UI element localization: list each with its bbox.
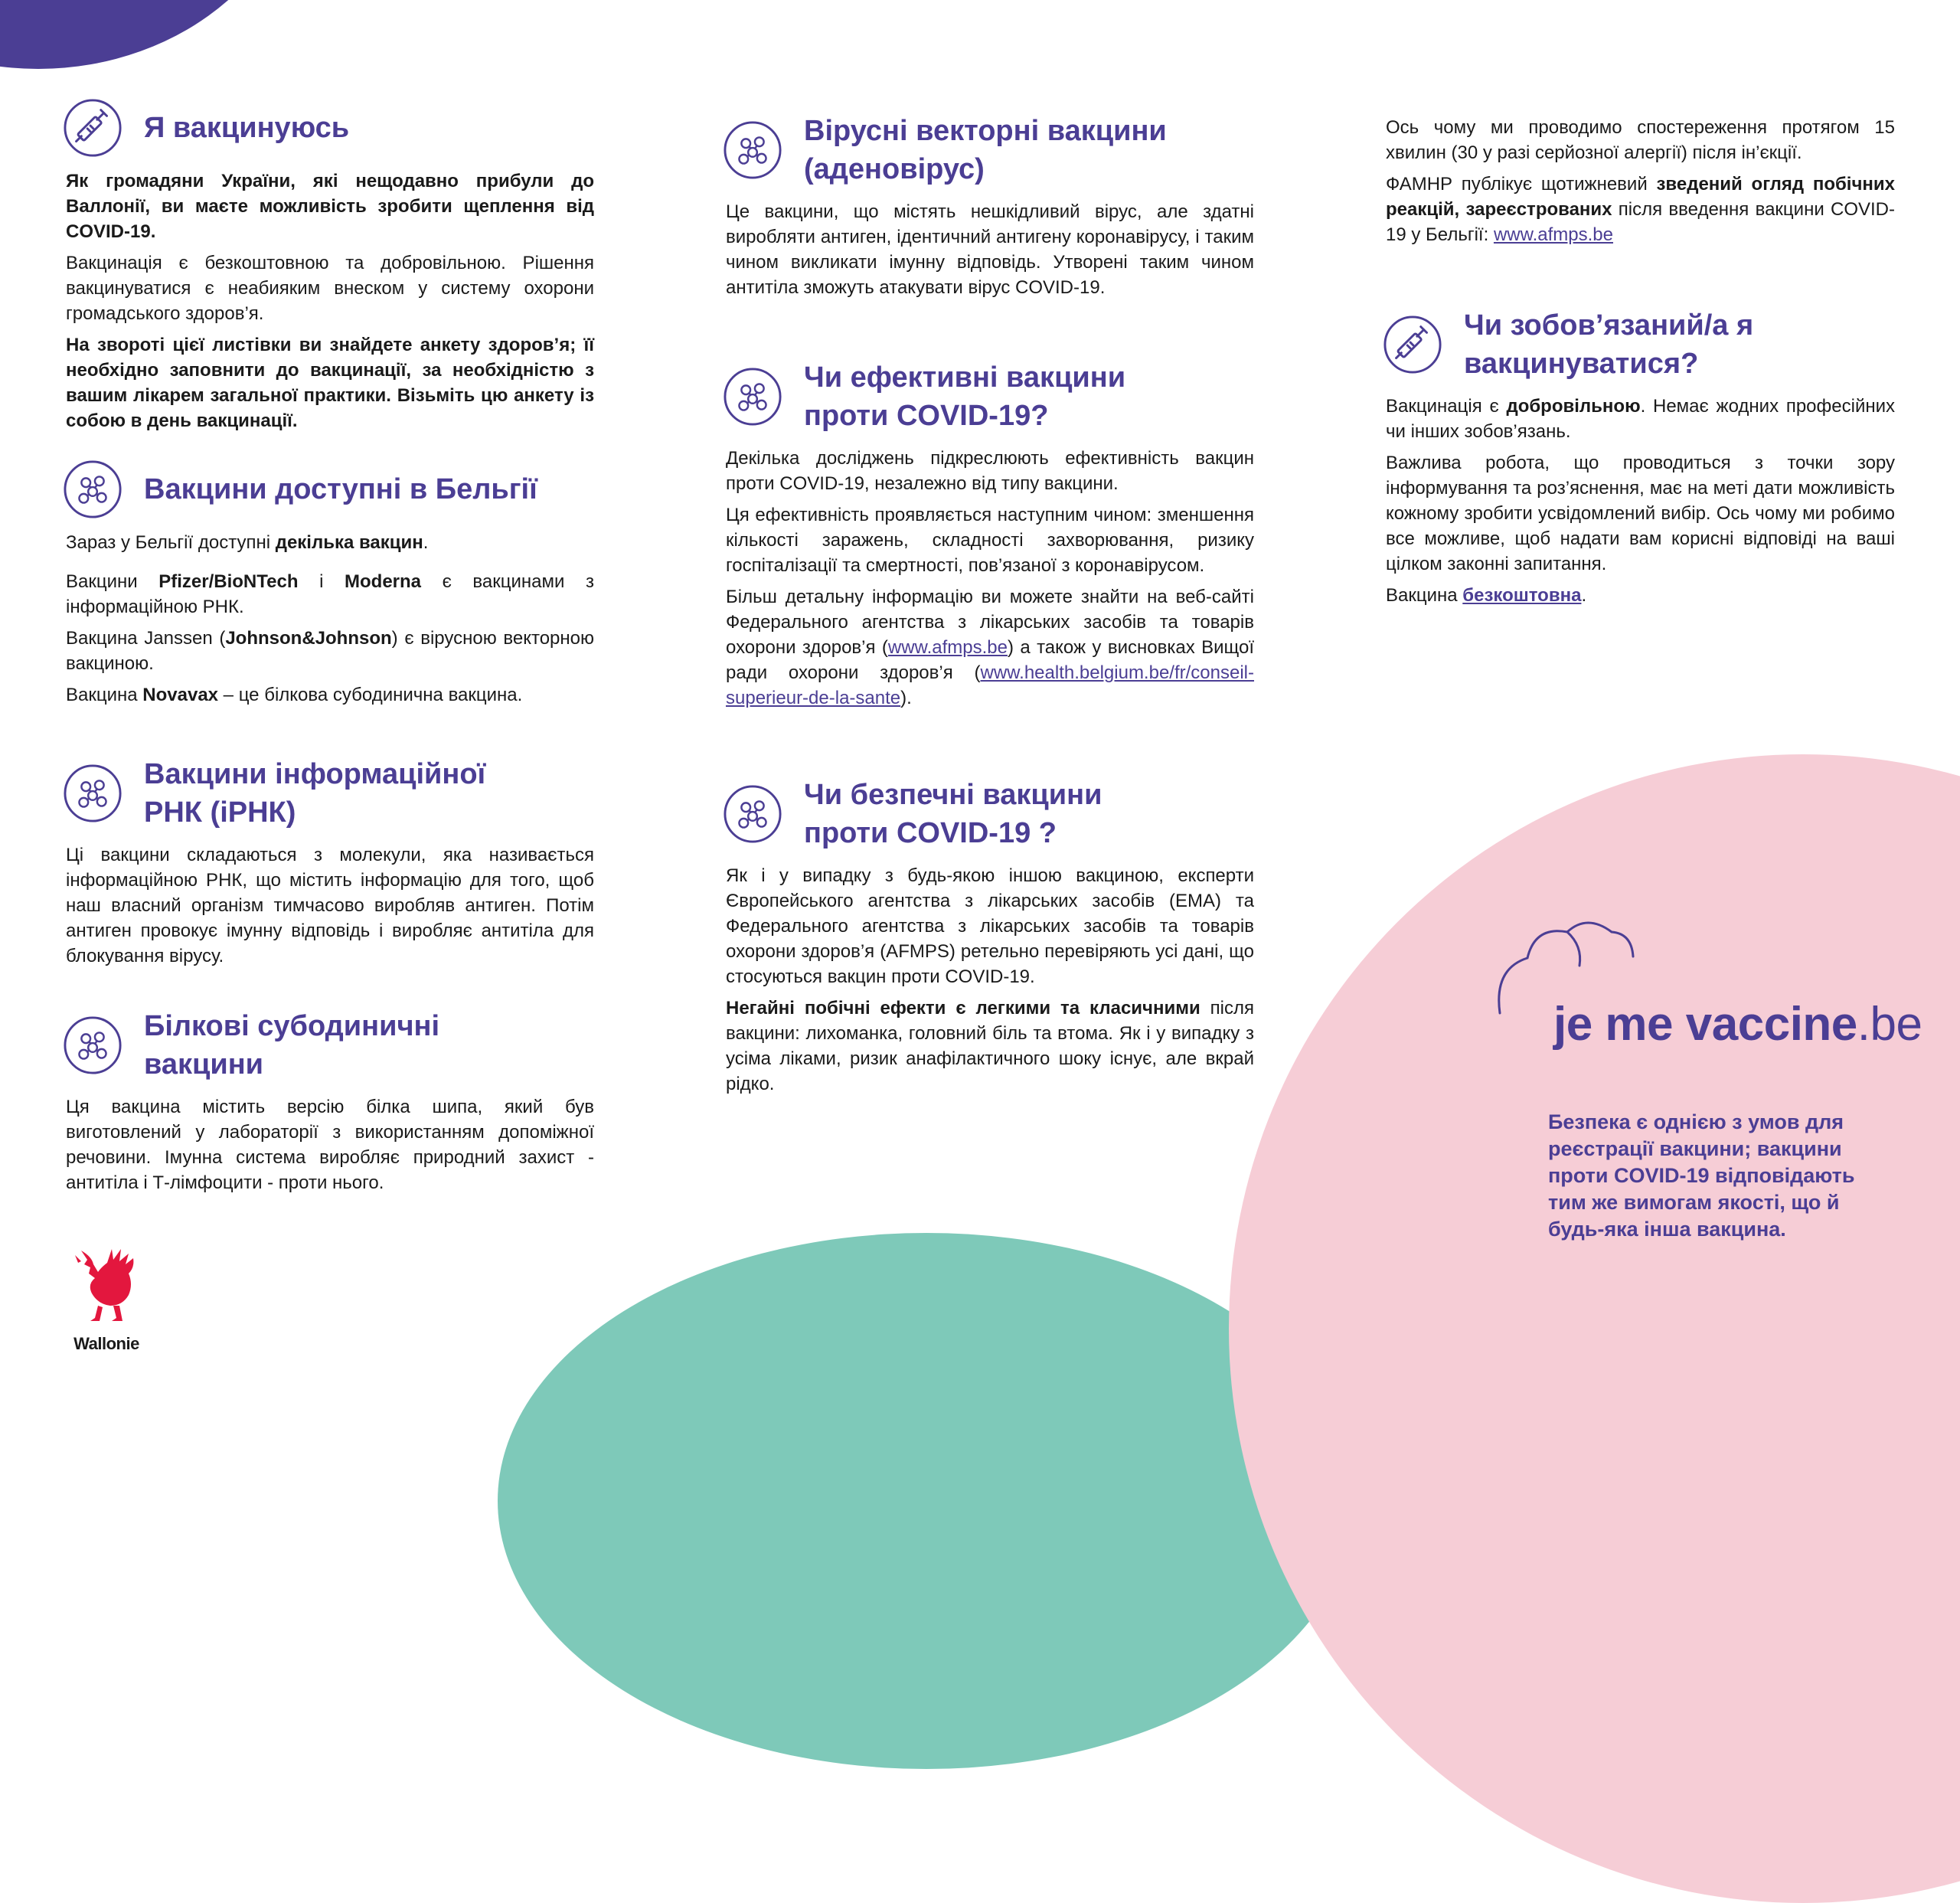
- paragraph: Вакцинація є добровільною. Немає жодних професійних чи інших зобов’язань.: [1386, 396, 1896, 442]
- paragraph: На звороті цієї листівки ви знайдете анкету здоров’я; її необхідно заповнити до вакцинації, за необхідністю з вашим лікарем загальної практики. Візьміть цю анкету із собою в день вакцинації.: [66, 335, 594, 431]
- health-council-link[interactable]: www.health.belgium.be/fr/conseil-superieur-de-la-sante: [726, 662, 1254, 708]
- section-obligation: [1386, 306, 1895, 614]
- section-header: [1386, 306, 1895, 383]
- virus-icon: [63, 459, 122, 519]
- paragraph: Ця вакцина містить версію білка шипа, який був виготовлений у лабораторії з використанням допоміжної речовини. Імунна система виробляє природний захист - антитіла і Т-лімфоцити - проти нього.: [66, 1097, 594, 1193]
- decorative-purple-circle: [0, 0, 306, 69]
- section-viral-vector: [726, 112, 1254, 306]
- section-title: Вакцини доступні в Бельгії: [144, 473, 537, 505]
- section-title: Чи зобов’язаний/а я вакцинуватися?: [1464, 309, 1754, 380]
- wallonie-label: Wallonie: [74, 1334, 139, 1353]
- logo-text: je me vaccine.be: [1553, 998, 1922, 1051]
- paragraph: Це вакцини, що містять нешкідливий вірус, але здатні виробляти антиген, ідентичний антигену коронавірусу, і таким чином викликати імунну відповідь. Утворені таким чином антитіла зможуть атакувати вірус COVID-19.: [726, 201, 1254, 298]
- paragraph: Як громадяни України, які нещодавно прибули до Валлонії, ви маєте можливість зробити щеплення від COVID-19.: [66, 171, 594, 242]
- free-vaccine-link[interactable]: безкоштовна: [1462, 585, 1582, 606]
- section-header: [726, 776, 1254, 852]
- section-title: Білкові субодиничні вакцини: [144, 1010, 440, 1081]
- section-title: Чи ефективні вакцини проти COVID-19?: [804, 361, 1126, 432]
- paragraph: Ось чому ми проводимо спостереження протягом 15 хвилин (30 у разі серйозної алергії) після ін’єкції.: [1386, 117, 1895, 163]
- paragraph: Негайні побічні ефекти є легкими та класичними після вакцини: лихоманка, головний біль та втома. Як і у випадку з усіма ліками, ризик анафілактичного шоку існує, але вкрай рідко.: [726, 998, 1255, 1094]
- section-header: [66, 98, 594, 158]
- paragraph: Як і у випадку з будь-якою іншою вакциною, експерти Європейського агентства з лікарських засобів (EMA) та Федерального агентства з лікарських засобів та товарів охорони здоров’я (AFMPS) ретельно перевіряють усі дані, що стосуються вакцин проти COVID-19.: [726, 865, 1254, 987]
- syringe-icon: [1383, 315, 1442, 374]
- section-effectiveness: [726, 358, 1254, 717]
- section-vaccinating: [66, 98, 594, 440]
- section-available-vaccines: [66, 459, 594, 714]
- afmps-link[interactable]: www.afmps.be: [1493, 224, 1613, 245]
- paragraph: Зараз у Бельгії доступні декілька вакцин.: [66, 532, 429, 553]
- section-header: [66, 459, 594, 519]
- section-header: [726, 112, 1254, 188]
- decorative-teal-circle: [498, 1233, 1355, 1769]
- rooster-icon: [64, 1244, 149, 1329]
- paragraph: Вакцина безкоштовна.: [1386, 585, 1587, 606]
- safety-note: Безпека є однією з умов для реєстрації вакцини; вакцини проти COVID-19 відповідають тим же вимогам якості, що й будь-яка інша вакцина.: [1548, 1110, 1855, 1241]
- paragraph: Ці вакцини складаються з молекули, яка називається інформаційною РНК, що містить інформацію для того, щоб наш власний організм тимчасово виробляв антиген. Потім антиген провокує імунну відповідь і виробляє антитіла для блокування вірусу.: [66, 845, 594, 966]
- virus-icon: [63, 763, 122, 823]
- section-header: [66, 1007, 594, 1084]
- virus-icon: [723, 367, 782, 427]
- section-mrna-vaccines: [66, 755, 594, 975]
- section-header: [726, 358, 1254, 435]
- section-title: Вірусні векторні вакцини (аденовірус): [804, 115, 1167, 185]
- virus-icon: [63, 1015, 122, 1075]
- paragraph: Вакцина Novavax – це білкова субодинична вакцина.: [66, 685, 523, 705]
- section-monitoring: [1386, 115, 1895, 253]
- paragraph: Вакцини Pfizer/BioNTech і Moderna є вакцинами з інформаційною РНК.: [66, 571, 594, 617]
- virus-icon: [723, 120, 782, 180]
- section-title: Вакцини інформаційної РНК (іРНК): [144, 758, 486, 829]
- section-title: Чи безпечні вакцини проти COVID-19 ?: [804, 779, 1102, 849]
- paragraph: Більш детальну інформацію ви можете знайти на веб-сайті Федерального агентства з лікарських засобів та товарів охорони здоров’я (www.afmps.be) а також у висновках Вищої ради охорони здоров’я (www.health.belgium.be/fr/conseil-superieur-de-la-sante).: [726, 587, 1254, 708]
- paragraph: Важлива робота, що проводиться з точки зору інформування та роз’яснення, має на меті дати можливість кожному зробити усвідомлений вибір. Ось чому ми робимо все можливе, щоб надати вам корисні відповіді на ваші цілком законні запитання.: [1386, 453, 1895, 574]
- syringe-icon: [63, 98, 122, 158]
- section-protein-vaccines: [66, 1007, 594, 1202]
- wallonie-logo: [64, 1244, 149, 1359]
- je-me-vaccine-logo: [1497, 915, 1922, 1061]
- paragraph: ФАМНР публікує щотижневий зведений огляд побічних реакцій, зареєстрованих після введення вакцини COVID-19 у Бельгії: www.afmps.be: [1386, 174, 1896, 245]
- paragraph: Декілька досліджень підкреслюють ефективність вакцин проти COVID-19, незалежно від типу вакцини.: [726, 448, 1254, 494]
- afmps-link[interactable]: www.afmps.be: [887, 637, 1008, 658]
- section-safety: [726, 776, 1254, 1103]
- virus-icon: [723, 784, 782, 844]
- section-title: Я вакцинуюсь: [144, 112, 350, 144]
- paragraph: Вакцинація є безкоштовною та добровільною. Рішення вакцинуватися є неабияким внеском у систему охорони громадського здоров’я.: [66, 253, 594, 324]
- paragraph: Ця ефективність проявляється наступним чином: зменшення кількості заражень, складності захворювання, ризику госпіталізації та смертності, пов’язаної з коронавірусом.: [726, 505, 1254, 576]
- section-header: [66, 755, 594, 832]
- paragraph: Вакцина Janssen (Johnson&Johnson) є вірусною векторною вакциною.: [66, 628, 594, 674]
